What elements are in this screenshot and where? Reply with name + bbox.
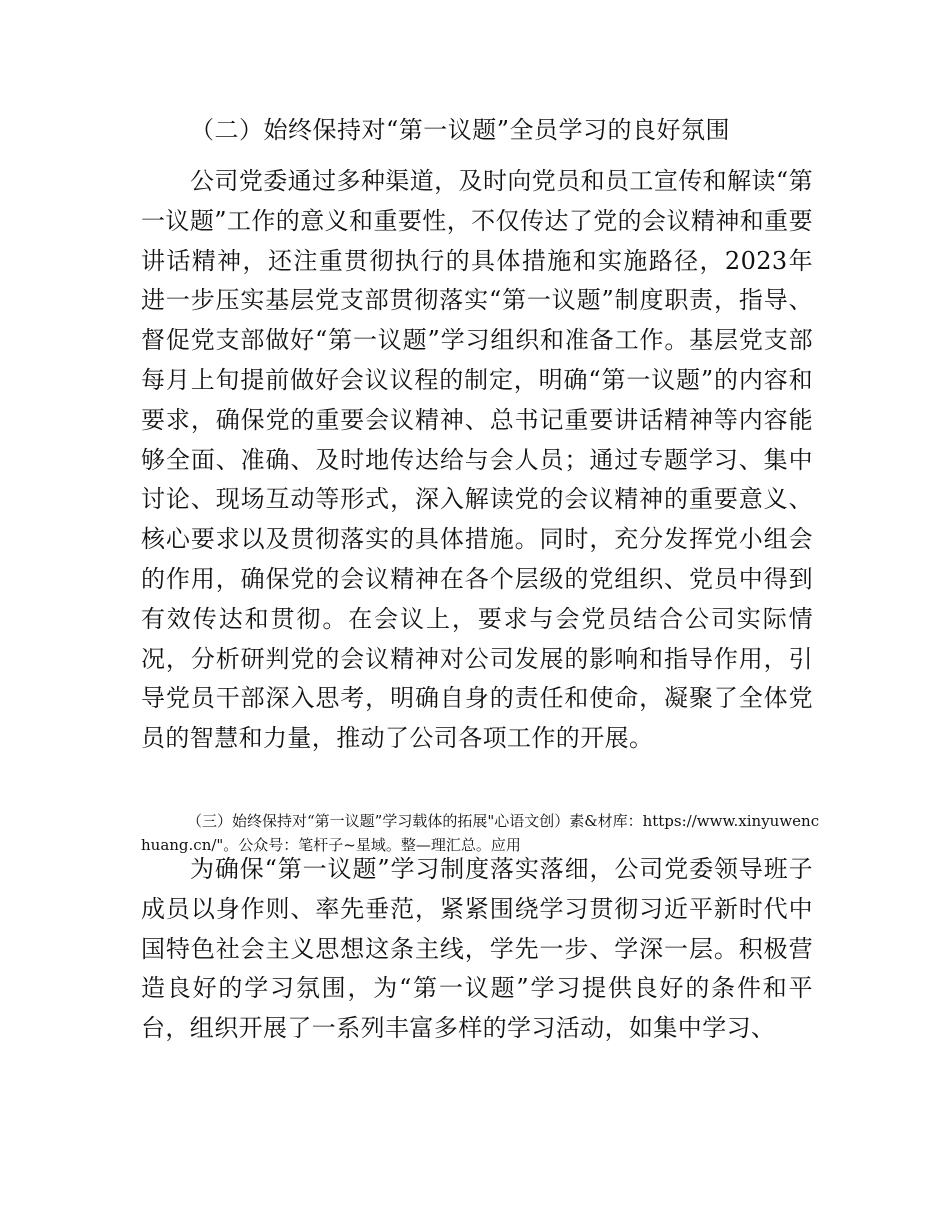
section-subheading-small: （三）始终保持对“第一议题”学习载体的拓展"心语文创）素&材库：https://www.xinyuwenchuang.cn/"。公众号：笔杆子~星域。整—理汇总。应用 [141,812,820,854]
section-heading: （二）始终保持对“第一议题”全员学习的良好氛围 [190,116,731,144]
body-paragraph-1: 公司党委通过多种渠道，及时向党员和员工宣传和解读“第一议题”工作的意义和重要性，不仅传达了党的会议精神和重要讲话精神，还注重贯彻执行的具体措施和实施路径，2023年进一步压实基层党支部贯彻落实“第一议题”制度职责，指导、督促党支部做好“第一议题”学习组织和准备工作。基层党支部每月上旬提前做好会议议程的制定，明确“第一议题”的内容和要求，确保党的重要会议精神、总书记重要讲话精神等内容能够全面、准确、及时地传达给与会人员；通过专题学习、集中讨论、现场互动等形式，深入解读党的会议精神的重要意义、核心要求以及贯彻落实的具体措施。同时，充分发挥党小组会的作用，确保党的会议精神在各个层级的党组织、党员中得到有效传达和贯彻。在会议上，要求与会党员结合公司实际情况，分析研判党的会议精神对公司发展的影响和指导作用，引导党员干部深入思考，明确自身的责任和使命，凝聚了全体党员的智慧和力量，推动了公司各项工作的开展。 [141,167,813,753]
body-paragraph-2: 为确保“第一议题”学习制度落实落细，公司党委领导班子成员以身作则、率先垂范，紧紧围绕学习贯彻习近平新时代中国特色社会主义思想这条主线，学先一步、学深一层。积极营造良好的学习氛围，为“第一议题”学习提供良好的条件和平台，组织开展了一系列丰富多样的学习活动，如集中学习、 [141,855,813,1043]
